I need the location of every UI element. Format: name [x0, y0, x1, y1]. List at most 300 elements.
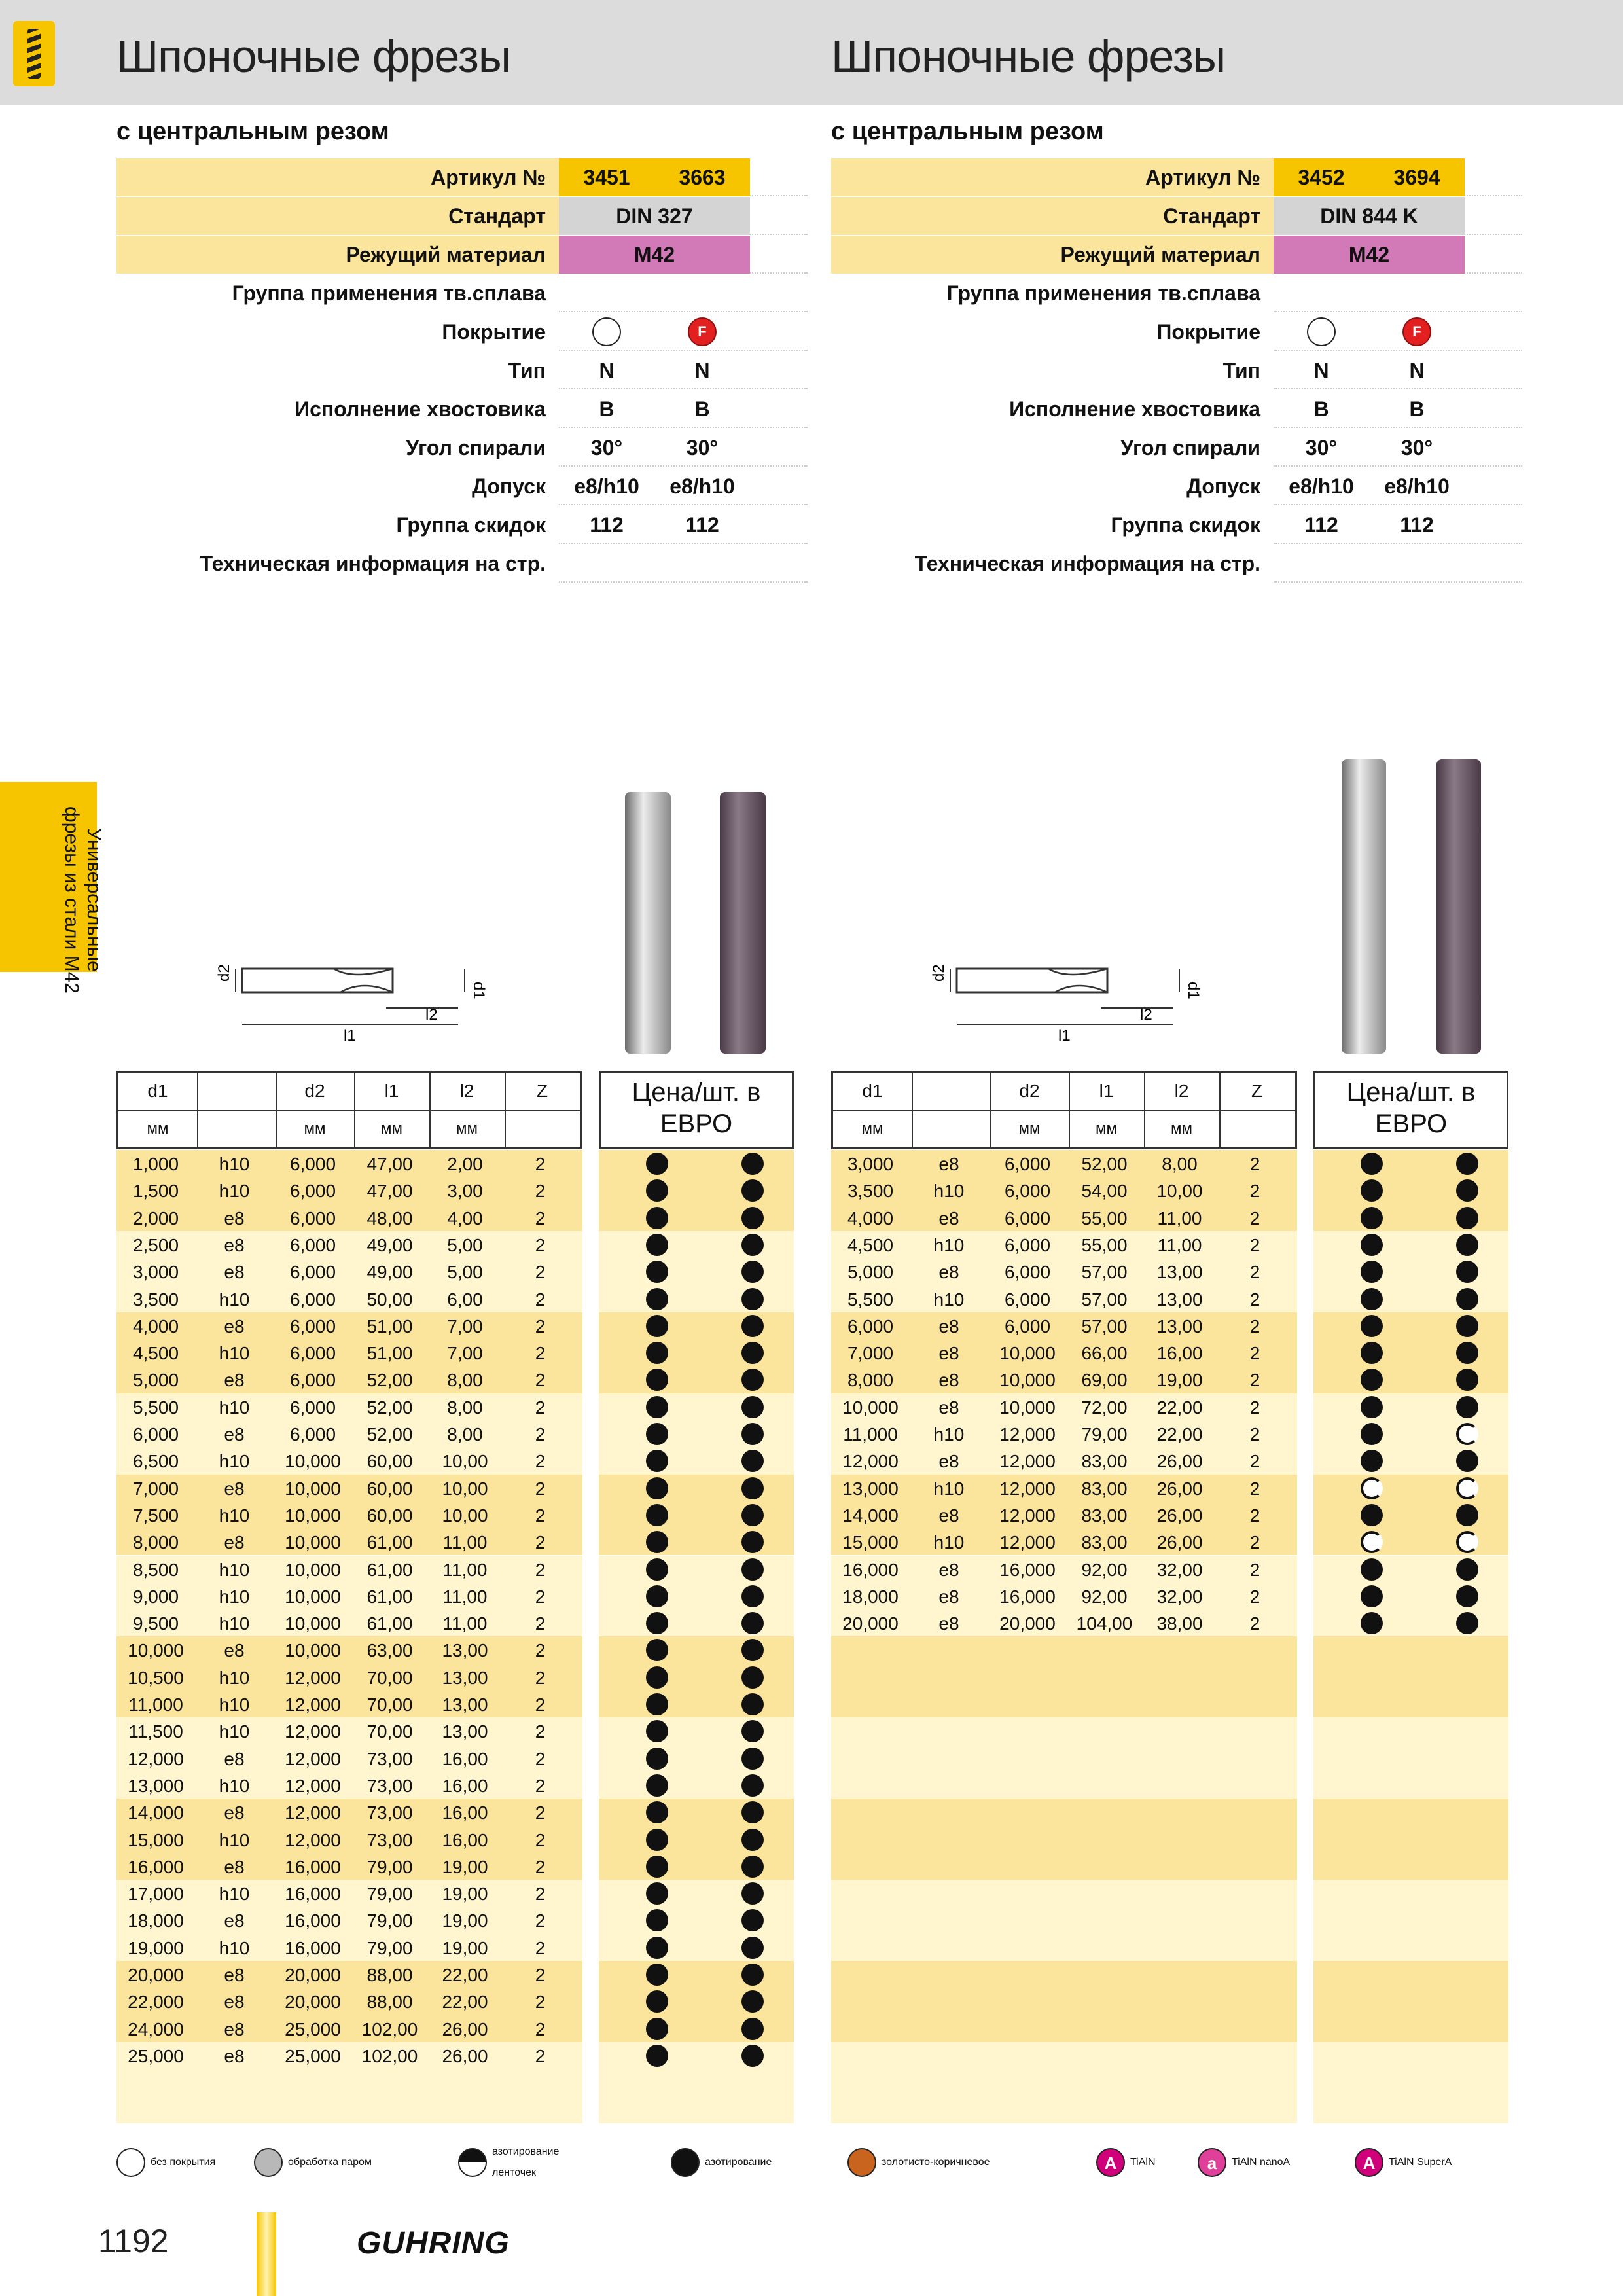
- property-value-1: N: [1313, 359, 1329, 382]
- table-cell: h10: [219, 1451, 250, 1472]
- table-cell: 22,000: [128, 1992, 184, 2013]
- table-cell: 4,000: [847, 1208, 894, 1229]
- availability-row: [1313, 1204, 1508, 1231]
- table-cell: 66,00: [1081, 1343, 1128, 1364]
- in-stock-dot-icon: [1361, 1558, 1383, 1581]
- table-cell: 57,00: [1081, 1289, 1128, 1310]
- table-cell: 19,00: [1156, 1370, 1203, 1391]
- property-label: Артикул №: [431, 166, 546, 189]
- property-value-2: 112: [1400, 513, 1434, 537]
- table-cell: h10: [933, 1532, 965, 1553]
- limited-stock-dot-icon: [1361, 1477, 1383, 1499]
- table-cell: 14,000: [128, 1803, 184, 1823]
- property-label: Угол спирали: [1120, 436, 1260, 459]
- table-row: [116, 1447, 582, 1474]
- table-cell: 8,500: [132, 1559, 179, 1580]
- table-cell: 11,00: [442, 1586, 488, 1607]
- row-group-band: [1313, 1636, 1508, 1717]
- gold-brown-circle-icon: [847, 2148, 876, 2177]
- property-row: [831, 313, 1512, 351]
- table-cell: 18,000: [842, 1586, 899, 1607]
- property-value-1: 30°: [590, 436, 623, 459]
- table-cell: 11,00: [442, 1532, 488, 1553]
- table-cell: 2: [535, 1640, 546, 1661]
- table-cell: 52,00: [366, 1370, 413, 1391]
- table-cell: e8: [938, 1316, 959, 1336]
- in-stock-dot-icon: [741, 1882, 764, 1905]
- diagram-label-d1: d1: [470, 982, 488, 999]
- table-cell: e8: [224, 1424, 245, 1444]
- table-cell: 8,00: [447, 1370, 483, 1391]
- table-cell: 11,000: [843, 1424, 898, 1444]
- in-stock-dot-icon: [1456, 1153, 1478, 1175]
- table-row: [831, 1609, 1297, 1636]
- in-stock-dot-icon: [741, 1720, 764, 1742]
- table-cell: 2: [535, 1316, 546, 1336]
- table-cell: 5,000: [847, 1262, 894, 1283]
- in-stock-dot-icon: [741, 1261, 764, 1283]
- table-row: [116, 1691, 582, 1717]
- in-stock-dot-icon: [1456, 1612, 1478, 1634]
- table-cell: 49,00: [366, 1262, 413, 1283]
- column-header: l1: [1099, 1081, 1114, 1101]
- price-header: Цена/шт. в ЕВРО: [1313, 1071, 1508, 1149]
- in-stock-dot-icon: [1361, 1585, 1383, 1607]
- availability-row: [1313, 1528, 1508, 1555]
- table-cell: 6,000: [1004, 1181, 1051, 1202]
- property-value-2: e8/h10: [1384, 475, 1450, 498]
- table-cell: 48,00: [366, 1208, 413, 1229]
- legend-label: TiAlN SuperA: [1389, 2157, 1452, 2168]
- table-cell: h10: [219, 1397, 250, 1418]
- table-row: [831, 1231, 1297, 1258]
- limited-stock-dot-icon: [1456, 1477, 1478, 1499]
- table-cell: 20,000: [842, 1613, 899, 1634]
- uncoated-circle-icon: [592, 317, 621, 346]
- legend-item: [458, 2142, 603, 2183]
- availability-row: [1313, 1393, 1508, 1420]
- table-cell: 2: [1249, 1478, 1260, 1499]
- table-row: [116, 1907, 582, 1933]
- diagram-label-l2: l2: [425, 1006, 438, 1024]
- tialn-circle-icon: A: [1096, 2148, 1125, 2177]
- table-row: [831, 1258, 1297, 1285]
- in-stock-dot-icon: [646, 1909, 668, 1931]
- in-stock-dot-icon: [646, 1585, 668, 1607]
- in-stock-dot-icon: [646, 1342, 668, 1364]
- tool-photo-coated-left: [720, 792, 766, 1054]
- table-row: [116, 1556, 582, 1583]
- table-row: [116, 1393, 582, 1420]
- property-row: [831, 545, 1512, 583]
- table-cell: 10,00: [1156, 1181, 1203, 1202]
- table-cell: 10,000: [128, 1640, 184, 1661]
- table-cell: 6,000: [1004, 1234, 1051, 1255]
- table-cell: 10,000: [999, 1397, 1056, 1418]
- table-cell: 2: [1249, 1532, 1260, 1553]
- legend-item: [671, 2142, 772, 2183]
- table-cell: 50,00: [366, 1289, 413, 1310]
- column-header: l2: [459, 1081, 474, 1101]
- in-stock-dot-icon: [1361, 1612, 1383, 1634]
- table-cell: 57,00: [1081, 1316, 1128, 1336]
- table-cell: 10,500: [128, 1667, 184, 1688]
- table-row: [831, 1528, 1297, 1555]
- availability-row: [599, 1826, 794, 1853]
- table-cell: 10,00: [442, 1478, 488, 1499]
- in-stock-dot-icon: [646, 1396, 668, 1418]
- availability-row: [599, 1583, 794, 1609]
- header-col-divider: [505, 1073, 506, 1147]
- table-cell: 13,00: [1156, 1316, 1203, 1336]
- in-stock-dot-icon: [741, 1856, 764, 1878]
- table-row: [116, 1366, 582, 1393]
- row-group-band: [831, 1880, 1297, 1961]
- table-cell: 7,500: [132, 1505, 179, 1526]
- table-cell: 2: [535, 1721, 546, 1742]
- table-cell: 73,00: [366, 1803, 413, 1823]
- in-stock-dot-icon: [1456, 1315, 1478, 1337]
- legend-label: золотисто-коричневое: [882, 2157, 990, 2168]
- property-value-2: 3694: [1369, 158, 1465, 196]
- table-cell: 16,000: [285, 1910, 341, 1931]
- table-cell: e8: [224, 1992, 245, 2013]
- table-cell: e8: [224, 1910, 245, 1931]
- availability-row: [599, 1258, 794, 1285]
- property-label: Режущий материал: [346, 243, 546, 266]
- table-cell: 2: [535, 1532, 546, 1553]
- table-cell: 10,00: [442, 1505, 488, 1526]
- table-cell: e8: [224, 1856, 245, 1877]
- availability-row: [1313, 1285, 1508, 1312]
- table-cell: 2: [1249, 1181, 1260, 1202]
- row-group-band: [831, 1799, 1297, 1880]
- header-col-divider: [1144, 1073, 1145, 1147]
- table-cell: 72,00: [1081, 1397, 1128, 1418]
- availability-row: [599, 1609, 794, 1636]
- table-cell: e8: [938, 1586, 959, 1607]
- table-cell: 83,00: [1081, 1532, 1128, 1553]
- table-cell: 19,00: [442, 1856, 488, 1877]
- table-cell: h10: [933, 1234, 965, 1255]
- table-cell: 16,00: [442, 1803, 488, 1823]
- table-cell: 10,00: [442, 1451, 488, 1472]
- table-cell: 2: [535, 1937, 546, 1958]
- in-stock-dot-icon: [741, 1774, 764, 1797]
- table-cell: 10,000: [285, 1478, 341, 1499]
- property-label: Покрытие: [1156, 320, 1260, 344]
- in-stock-dot-icon: [741, 1531, 764, 1553]
- table-cell: e8: [224, 1370, 245, 1391]
- limited-stock-dot-icon: [1456, 1423, 1478, 1445]
- property-value-1: e8/h10: [574, 475, 639, 498]
- table-row: [116, 1420, 582, 1447]
- price-header: Цена/шт. в ЕВРО: [599, 1071, 794, 1149]
- table-cell: 69,00: [1081, 1370, 1128, 1391]
- table-cell: 2: [535, 1748, 546, 1769]
- table-cell: 55,00: [1081, 1234, 1128, 1255]
- table-cell: 2: [1249, 1154, 1260, 1174]
- in-stock-dot-icon: [646, 1801, 668, 1823]
- column-unit: мм: [1096, 1120, 1117, 1138]
- table-cell: 79,00: [1081, 1424, 1128, 1444]
- table-cell: 9,000: [132, 1586, 179, 1607]
- header-divider: [833, 1110, 1295, 1111]
- table-cell: 12,000: [285, 1667, 341, 1688]
- table-cell: 20,000: [999, 1613, 1056, 1634]
- legend-label: азотирование ленточек: [492, 2146, 560, 2178]
- in-stock-dot-icon: [741, 1477, 764, 1499]
- property-label: Стандарт: [448, 204, 546, 228]
- table-cell: 49,00: [366, 1234, 413, 1255]
- availability-row: [599, 1177, 794, 1204]
- table-cell: e8: [938, 1613, 959, 1634]
- availability-row: [599, 1285, 794, 1312]
- availability-row: [599, 1664, 794, 1691]
- in-stock-dot-icon: [646, 2045, 668, 2067]
- table-cell: 3,000: [132, 1262, 179, 1283]
- header-col-divider: [912, 1073, 913, 1147]
- in-stock-dot-icon: [646, 1504, 668, 1526]
- property-value-1: e8/h10: [1289, 475, 1354, 498]
- table-cell: 12,000: [285, 1803, 341, 1823]
- availability-row: [599, 1691, 794, 1717]
- property-value: M42: [1274, 236, 1465, 274]
- table-cell: 2: [1249, 1586, 1260, 1607]
- table-cell: 2: [535, 1910, 546, 1931]
- table-cell: e8: [224, 2018, 245, 2039]
- brand-logo: GUHRING: [357, 2226, 510, 2261]
- table-cell: 22,00: [442, 1992, 488, 2013]
- in-stock-dot-icon: [646, 1693, 668, 1715]
- availability-row: [599, 1475, 794, 1501]
- property-value-2: 112: [685, 513, 719, 537]
- table-cell: 13,00: [442, 1695, 488, 1715]
- in-stock-dot-icon: [741, 1396, 764, 1418]
- table-cell: 32,00: [1156, 1559, 1203, 1580]
- availability-row: [599, 1907, 794, 1933]
- table-cell: 2: [1249, 1343, 1260, 1364]
- table-cell: 10,000: [285, 1505, 341, 1526]
- row-group-band: [831, 2042, 1297, 2123]
- in-stock-dot-icon: [741, 1829, 764, 1851]
- table-cell: 13,00: [442, 1721, 488, 1742]
- table-cell: 11,00: [1157, 1234, 1202, 1255]
- column-header: Z: [536, 1081, 548, 1101]
- table-cell: 10,000: [999, 1343, 1056, 1364]
- diagram-label-d1: d1: [1185, 982, 1202, 999]
- table-row: [831, 1204, 1297, 1231]
- table-cell: 83,00: [1081, 1451, 1128, 1472]
- table-cell: 88,00: [366, 1992, 413, 2013]
- table-cell: 5,500: [132, 1397, 179, 1418]
- column-header: d1: [862, 1081, 883, 1101]
- row-group-band: [1313, 2042, 1508, 2123]
- table-cell: 12,000: [128, 1748, 184, 1769]
- table-cell: 10,000: [285, 1640, 341, 1661]
- table-cell: 55,00: [1081, 1208, 1128, 1229]
- table-cell: 102,00: [361, 2018, 418, 2039]
- header-col-divider: [990, 1073, 991, 1147]
- availability-row: [599, 1717, 794, 1744]
- in-stock-dot-icon: [1456, 1342, 1478, 1364]
- table-cell: 63,00: [366, 1640, 413, 1661]
- property-row: [116, 351, 797, 389]
- table-cell: 11,500: [128, 1721, 183, 1742]
- in-stock-dot-icon: [646, 1369, 668, 1391]
- table-cell: 5,00: [447, 1262, 483, 1283]
- table-row: [116, 1475, 582, 1501]
- table-row: [116, 1988, 582, 2015]
- table-cell: 16,000: [999, 1586, 1056, 1607]
- in-stock-dot-icon: [741, 1450, 764, 1472]
- table-cell: 12,000: [285, 1829, 341, 1850]
- availability-row: [599, 1366, 794, 1393]
- in-stock-dot-icon: [1456, 1558, 1478, 1581]
- property-row: [116, 158, 726, 196]
- table-cell: 2: [535, 1397, 546, 1418]
- table-cell: 26,00: [442, 2045, 488, 2066]
- table-cell: 9,500: [132, 1613, 179, 1634]
- table-cell: 6,000: [289, 1262, 336, 1283]
- property-value-2: 30°: [686, 436, 719, 459]
- availability-row: [1313, 1366, 1508, 1393]
- table-row: [831, 1366, 1297, 1393]
- table-cell: 4,00: [447, 1208, 483, 1229]
- table-cell: 6,000: [132, 1424, 179, 1444]
- table-cell: 61,00: [366, 1532, 413, 1553]
- table-cell: 2: [535, 1478, 546, 1499]
- table-cell: 13,00: [1156, 1289, 1203, 1310]
- in-stock-dot-icon: [646, 1450, 668, 1472]
- header-col-divider: [354, 1073, 355, 1147]
- f-coating-icon: F: [688, 317, 717, 346]
- availability-row: [1313, 1501, 1508, 1528]
- row-group-band: [831, 1636, 1297, 1717]
- cutter-diagram-right: [911, 942, 1225, 1054]
- property-label: Техническая информация на стр.: [914, 552, 1260, 575]
- table-cell: 12,000: [999, 1424, 1056, 1444]
- property-value-1: N: [599, 359, 615, 382]
- table-cell: 10,000: [285, 1613, 341, 1634]
- legend-label: TiAlN nanoA: [1232, 2157, 1291, 2168]
- table-row: [116, 1501, 582, 1528]
- column-unit: мм: [861, 1120, 883, 1138]
- table-cell: 18,000: [128, 1910, 184, 1931]
- in-stock-dot-icon: [646, 1720, 668, 1742]
- table-cell: h10: [219, 1775, 250, 1796]
- table-cell: 6,000: [289, 1370, 336, 1391]
- table-cell: h10: [219, 1884, 250, 1905]
- table-cell: 20,000: [285, 1965, 341, 1985]
- property-label: Группа применения тв.сплава: [946, 281, 1260, 305]
- availability-row: [599, 1150, 794, 1177]
- in-stock-dot-icon: [741, 1937, 764, 1959]
- table-cell: h10: [219, 1343, 250, 1364]
- table-row: [116, 1826, 582, 1853]
- table-cell: 2: [1249, 1559, 1260, 1580]
- subtitle-right: с центральным резом: [831, 118, 1104, 145]
- legend-label: без покрытия: [151, 2157, 216, 2168]
- in-stock-dot-icon: [1361, 1423, 1383, 1445]
- table-cell: 3,500: [132, 1289, 179, 1310]
- table-cell: 26,00: [1156, 1451, 1203, 1472]
- table-cell: 19,00: [442, 1910, 488, 1931]
- table-cell: e8: [224, 2045, 245, 2066]
- row-group-band: [1313, 1880, 1508, 1961]
- in-stock-dot-icon: [646, 1612, 668, 1634]
- table-cell: 2: [535, 1424, 546, 1444]
- property-underline: [559, 274, 808, 312]
- table-cell: 16,000: [285, 1856, 341, 1877]
- column-header: l2: [1174, 1081, 1189, 1101]
- availability-row: [599, 1231, 794, 1258]
- availability-row: [599, 1880, 794, 1907]
- table-row: [116, 1799, 582, 1825]
- in-stock-dot-icon: [646, 1639, 668, 1661]
- table-cell: 7,00: [447, 1343, 483, 1364]
- row-group-band: [831, 1717, 1297, 1799]
- property-value-2: 30°: [1400, 436, 1433, 459]
- table-cell: 7,000: [132, 1478, 179, 1499]
- table-row: [116, 1285, 582, 1312]
- in-stock-dot-icon: [741, 1207, 764, 1229]
- table-row: [831, 1339, 1297, 1366]
- table-row: [116, 1339, 582, 1366]
- in-stock-dot-icon: [646, 1207, 668, 1229]
- property-row: [116, 545, 797, 583]
- in-stock-dot-icon: [1361, 1450, 1383, 1472]
- table-cell: 51,00: [366, 1343, 413, 1364]
- in-stock-dot-icon: [1456, 1396, 1478, 1418]
- availability-row: [1313, 1420, 1508, 1447]
- table-cell: h10: [933, 1424, 965, 1444]
- table-row: [116, 1583, 582, 1609]
- table-cell: 10,000: [999, 1370, 1056, 1391]
- diagram-label-d2: d2: [215, 964, 233, 982]
- table-cell: 2: [535, 1829, 546, 1850]
- table-cell: 13,000: [128, 1775, 184, 1796]
- table-cell: 6,000: [1004, 1316, 1051, 1336]
- table-cell: e8: [224, 1208, 245, 1229]
- table-row: [831, 1420, 1297, 1447]
- table-cell: h10: [219, 1586, 250, 1607]
- in-stock-dot-icon: [1361, 1288, 1383, 1310]
- diagram-label-d2: d2: [930, 964, 948, 982]
- table-cell: 1,500: [132, 1181, 179, 1202]
- in-stock-dot-icon: [646, 1748, 668, 1770]
- table-cell: 2,000: [132, 1208, 179, 1229]
- in-stock-dot-icon: [1456, 1450, 1478, 1472]
- table-cell: 19,00: [442, 1937, 488, 1958]
- legend-item: [1096, 2142, 1156, 2183]
- property-row: [831, 506, 1512, 544]
- table-cell: 25,000: [285, 2018, 341, 2039]
- in-stock-dot-icon: [741, 1504, 764, 1526]
- table-cell: 2: [1249, 1370, 1260, 1391]
- property-row: [831, 197, 1418, 235]
- property-row: [116, 506, 797, 544]
- availability-row: [599, 1772, 794, 1799]
- table-row: [116, 1528, 582, 1555]
- table-row: [831, 1177, 1297, 1204]
- table-cell: 4,500: [847, 1234, 894, 1255]
- property-underline: [559, 545, 808, 583]
- table-cell: 24,000: [128, 2018, 184, 2039]
- in-stock-dot-icon: [1361, 1261, 1383, 1283]
- table-cell: 26,00: [442, 2018, 488, 2039]
- table-cell: 3,00: [447, 1181, 483, 1202]
